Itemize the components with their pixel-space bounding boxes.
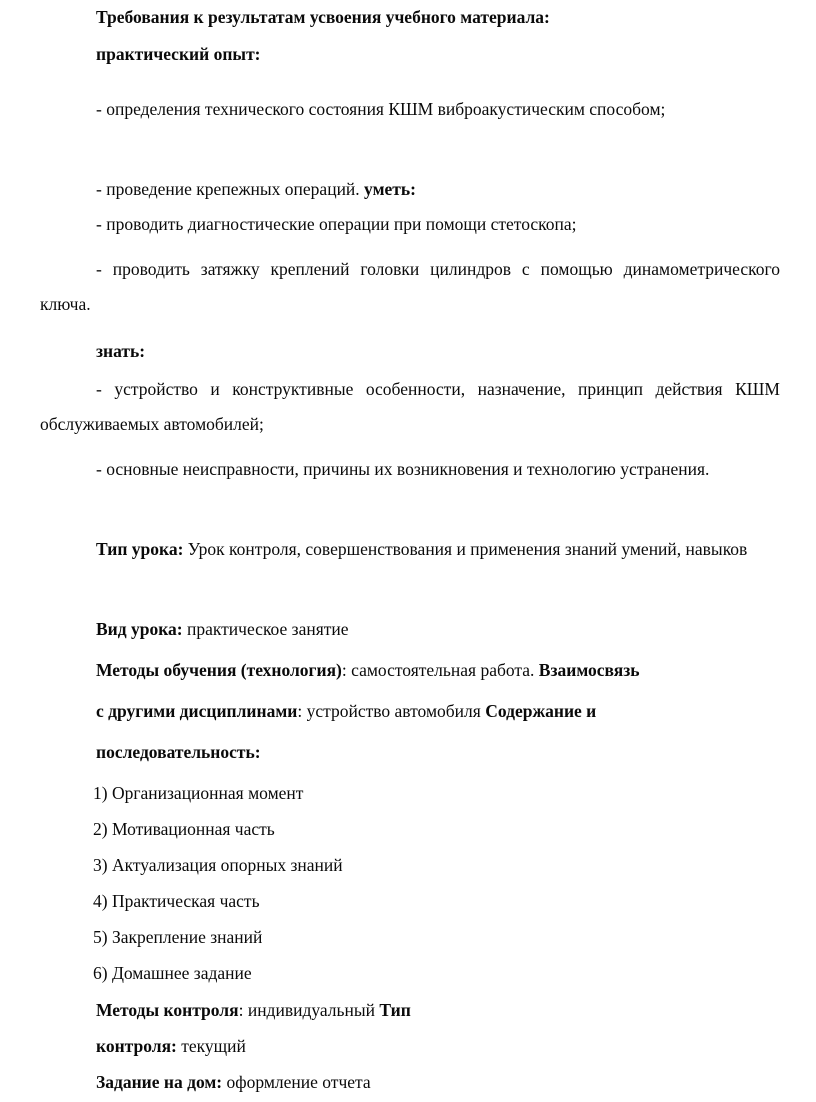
- skill-item-2: - проводить затяжку креплений головки цилиндров с помощью динамометрического ключа.: [40, 259, 780, 314]
- teaching-methods-value: : самостоятельная работа.: [341, 660, 535, 680]
- lesson-type-value: Урок контроля, совершенствования и применения знаний умений, навыков: [187, 539, 748, 559]
- sequence-list-item-6: 6) Домашнее задание: [93, 963, 252, 983]
- lesson-form-value: практическое занятие: [187, 619, 349, 639]
- homework-value: оформление отчета: [226, 1072, 371, 1092]
- page-title: Требования к результатам усвоения учебного материала:: [96, 7, 550, 27]
- content-sequence-heading: [96, 741, 261, 763]
- interdisciplinary-label-line1: Взаимосвязь: [538, 660, 640, 680]
- skill-item-1: - проводить диагностические операции при помощи стетоскопа;: [96, 214, 577, 234]
- section-heading-be-able-to: уметь:: [364, 179, 416, 199]
- content-label-line1: Содержание и: [485, 701, 597, 721]
- control-methods-value: : индивидуальный: [238, 1000, 376, 1020]
- homework-paragraph: [96, 1071, 371, 1093]
- content-label-line2: последовательность:: [96, 742, 261, 762]
- practical-experience-item-1: - определения технического состояния КШМ виброакустическим способом;: [96, 99, 666, 119]
- sequence-list-item-2: 2) Мотивационная часть: [93, 819, 275, 839]
- lesson-form-label: Вид урока:: [96, 619, 183, 639]
- control-type-value: текущий: [181, 1036, 246, 1056]
- control-type-paragraph: [96, 1035, 246, 1057]
- control-type-label-line2: контроля:: [96, 1036, 177, 1056]
- section-heading-practical-experience: практический опыт:: [96, 44, 261, 64]
- knowledge-item-1: - устройство и конструктивные особенности, назначение, принцип действия КШМ обслуживаемых автомобилей;: [40, 379, 780, 434]
- interdisciplinary-label-line2: с другими дисциплинами: [96, 701, 298, 721]
- control-type-label-line1: Тип: [379, 1000, 411, 1020]
- sequence-list-item-4: 4) Практическая часть: [93, 891, 260, 911]
- practical-experience-item-2-text: - проведение крепежных операций.: [96, 179, 360, 199]
- practical-experience-item-2: [40, 172, 780, 207]
- control-methods-paragraph: [96, 999, 411, 1021]
- interdisciplinary-value: : устройство автомобиля: [297, 701, 481, 721]
- section-heading-know: знать:: [96, 341, 146, 361]
- homework-label: Задание на дом:: [96, 1072, 223, 1092]
- lesson-form-paragraph: [96, 618, 349, 640]
- sequence-list-item-1: 1) Организационная момент: [93, 783, 304, 803]
- sequence-list-item-3: 3) Актуализация опорных знаний: [93, 855, 343, 875]
- interdisciplinary-paragraph: [96, 700, 596, 722]
- teaching-methods-label: Методы обучения (технология): [96, 660, 342, 680]
- lesson-type-label: Тип урока:: [96, 539, 184, 559]
- lesson-type-paragraph: [40, 532, 780, 567]
- control-methods-label: Методы контроля: [96, 1000, 239, 1020]
- teaching-methods-paragraph: [96, 659, 640, 681]
- sequence-list-item-5: 5) Закрепление знаний: [93, 927, 263, 947]
- knowledge-item-2: - основные неисправности, причины их возникновения и технологию устранения.: [96, 459, 710, 479]
